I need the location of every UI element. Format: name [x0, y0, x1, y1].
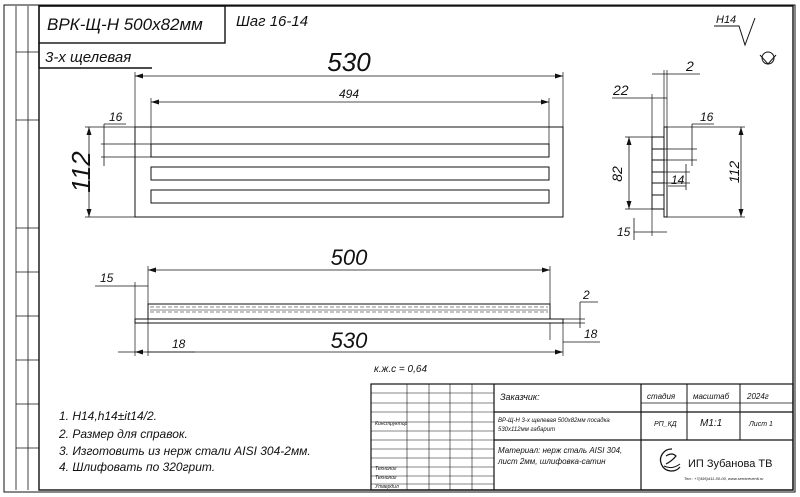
bottom-body [148, 304, 550, 319]
side-view [609, 58, 745, 240]
dim-width-530: 530 [327, 47, 371, 77]
dim-slot-16: 16 [109, 110, 123, 124]
dim-right-18: 18 [584, 327, 598, 341]
dim-width-500: 500 [330, 245, 368, 270]
dim-height-112: 112 [66, 151, 96, 193]
material-line-2: лист 2мм, шлифовка-сатин [498, 457, 606, 466]
scale-label: масштаб [693, 392, 730, 401]
dim-width-494: 494 [338, 87, 360, 101]
product-description-2: 530х112мм габарит [498, 427, 556, 433]
note-4: 4. Шлифовать по 320грит. [59, 460, 216, 474]
slot-2 [151, 167, 549, 180]
drawing-title: ВРК-Щ-Н 500х82мм [47, 15, 203, 34]
technical-notes [58, 409, 311, 474]
dim-offset-22: 22 [613, 82, 629, 98]
dim-left-18: 18 [172, 337, 186, 351]
bottom-plate [135, 319, 563, 323]
title-stamp [371, 384, 793, 490]
left-binding-strip [16, 6, 39, 490]
dim-height-82: 82 [609, 166, 625, 182]
front-view [66, 47, 563, 217]
side-body [652, 137, 664, 209]
material-line-1: Материал: нерж сталь AISI 304, [498, 446, 623, 455]
role-technologist: Технолог [375, 466, 397, 472]
roughness-symbol [714, 14, 776, 64]
subtitle-label: 3-х щелевая [45, 49, 132, 66]
slot-1 [151, 144, 549, 157]
dim-right-16: 16 [700, 110, 714, 124]
role-designer: Конструктор [375, 421, 408, 427]
note-3: 3. Изготовить из нерж стали AISI 304-2мм. [59, 444, 311, 458]
slot-3 [151, 190, 549, 203]
company-name: ИП Зубанова ТВ [688, 458, 773, 470]
stage-value: РП_КД [654, 421, 677, 428]
role-approved: Утвердил [375, 484, 399, 490]
role-technologist-2: Технолог [375, 475, 397, 481]
roughness-label: H14 [716, 14, 737, 26]
bottom-view [95, 245, 600, 356]
year-label: 2024г [747, 392, 769, 401]
company-contacts: Тел.: +7(495)411-00-00, www.serviceventl.ru [684, 476, 764, 481]
dim-thick-2: 2 [583, 288, 590, 302]
step-label: Шаг 16-14 [236, 13, 309, 30]
product-description-1: ВР-Щ-Н 3-х щелевая 500х82мм посадка [498, 418, 610, 424]
dim-thickness-2: 2 [686, 58, 694, 74]
company-logo-icon [661, 449, 680, 471]
stage-label: стадия [647, 392, 676, 401]
dim-pitch-14: 14 [671, 173, 685, 187]
scale-value: М1:1 [700, 418, 723, 429]
customer-label: Заказчик: [500, 392, 540, 402]
note-1: 1. H14,h14±it14/2. [59, 409, 157, 423]
dim-left-15: 15 [100, 271, 114, 285]
dim-bottom-15: 15 [617, 225, 631, 239]
dim-height-112-side: 112 [726, 160, 742, 184]
sheet-number: Лист 1 [749, 421, 773, 428]
note-2: 2. Размер для справок. [59, 427, 188, 441]
dim-width-530-bottom: 530 [330, 328, 368, 353]
open-area-coefficient: к.ж.с = 0,64 [374, 364, 428, 375]
